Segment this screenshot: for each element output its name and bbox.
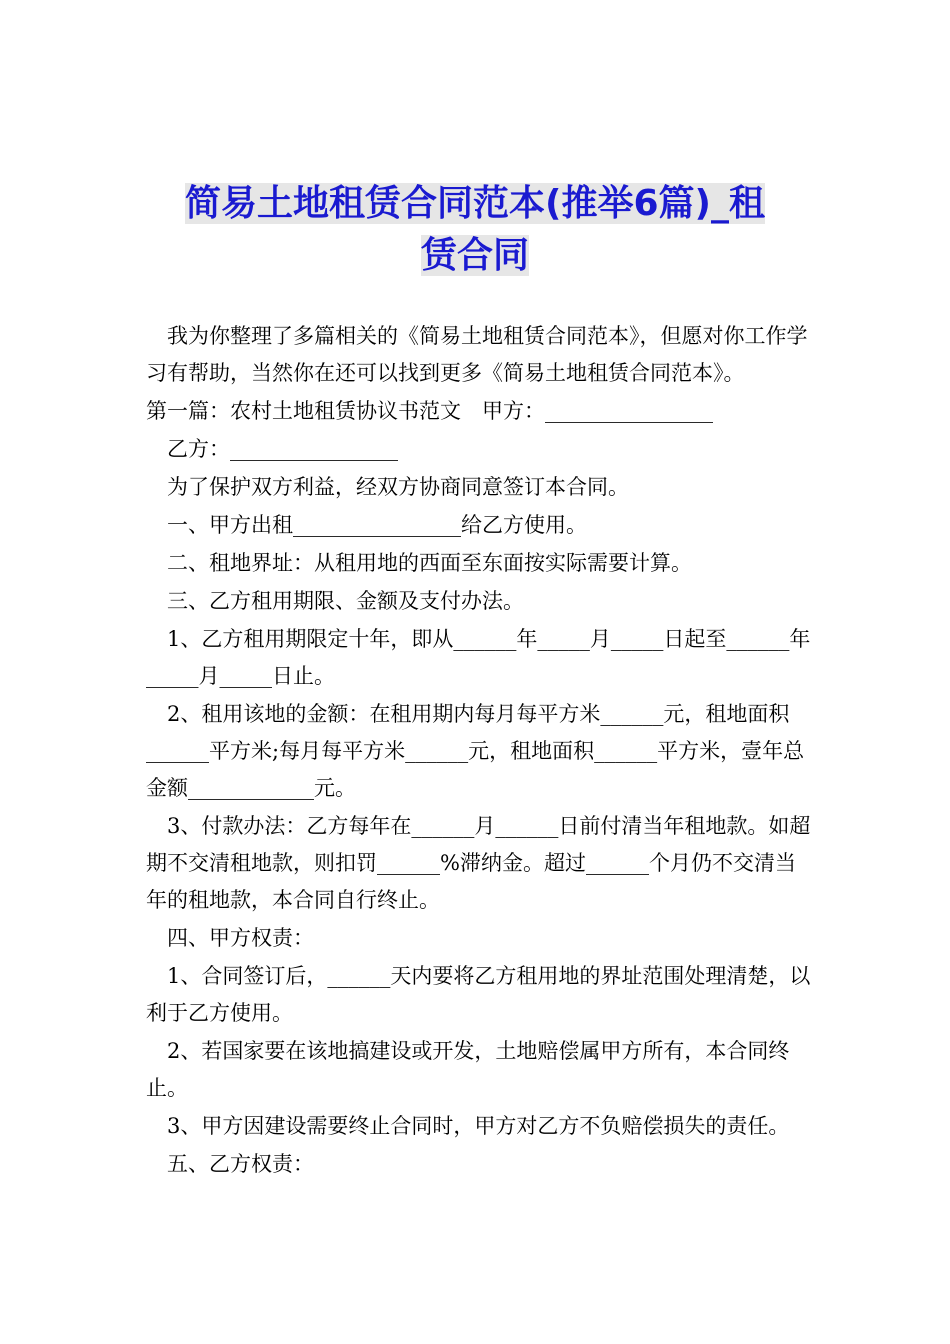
party-b-line: 乙方：________________ — [146, 437, 398, 461]
clause-3-item-2: 2、租用该地的金额：在租用期内每月每平方米______元，租地面积______平方米;每月每平方米______元，租地面积______平方米，壹年总金额____________元。 — [146, 702, 805, 800]
clause-3-item-3: 3、付款办法：乙方每年在______月______日前付清当年租地款。如超期不交清租地款，则扣罚______%滞纳金。超过______个月仍不交清当年的租地款，本合同自行终止。 — [146, 814, 811, 912]
clause-4-item-1: 1、合同签订后，______天内要将乙方租用地的界址范围处理清楚，以利于乙方使用。 — [146, 964, 811, 1025]
clause-4: 四、甲方权责： — [146, 926, 314, 950]
clause-3: 三、乙方租用期限、金额及支付办法。 — [146, 589, 524, 613]
title-line-1: 简易土地租赁合同范本(推举6篇)_租 — [185, 183, 765, 224]
body-paragraph: 为了保护双方利益，经双方协商同意签订本合同。 — [146, 475, 629, 499]
clause-5: 五、乙方权责： — [146, 1152, 314, 1176]
clause-4-item-3: 3、甲方因建设需要终止合同时，甲方对乙方不负赔偿损失的责任。 — [146, 1114, 790, 1138]
intro-paragraph: 我为你整理了多篇相关的《简易土地租赁合同范本》，但愿对你工作学习有帮助，当然你在还可以找到更多《简易土地租赁合同范本》。 — [146, 324, 808, 385]
document-title — [100, 178, 850, 282]
clause-1: 一、甲方出租________________给乙方使用。 — [146, 513, 587, 537]
document-body — [146, 318, 816, 1183]
clause-3-item-1: 1、乙方租用期限定十年，即从______年_____月_____日起至______年_____月_____日止。 — [146, 627, 811, 688]
clause-2: 二、租地界址：从租用地的西面至东面按实际需要计算。 — [146, 551, 692, 575]
title-line-2: 赁合同 — [420, 235, 529, 276]
section-heading: 第一篇：农村土地租赁协议书范文 甲方：________________ — [146, 399, 713, 423]
clause-4-item-2: 2、若国家要在该地搞建设或开发，土地赔偿属甲方所有，本合同终止。 — [146, 1039, 790, 1100]
